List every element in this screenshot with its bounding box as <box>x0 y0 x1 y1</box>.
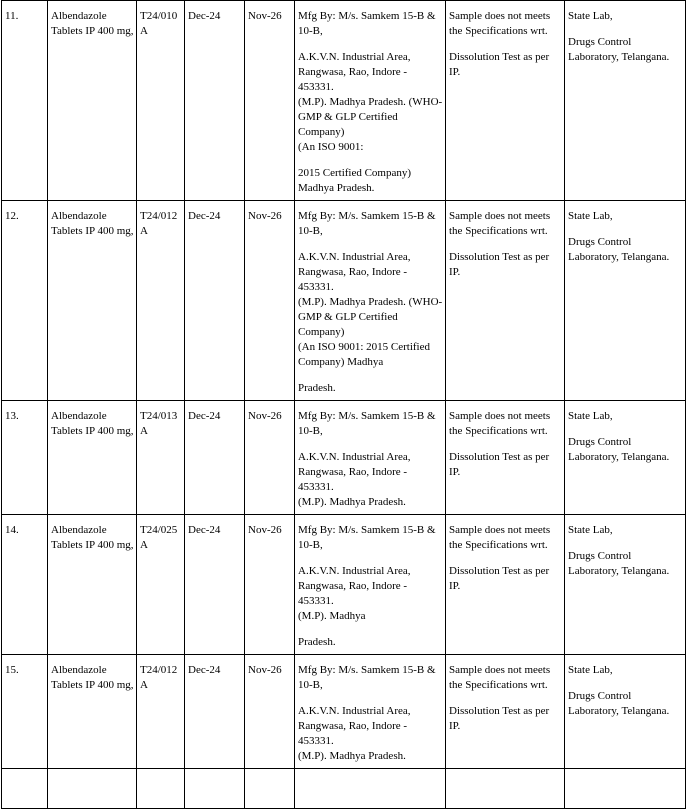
reason-cell <box>446 1 565 201</box>
batch-number-line: A <box>140 679 148 691</box>
reason-line: the Specifications wrt. <box>449 539 548 551</box>
exp-date-cell <box>245 769 295 809</box>
mfg-date: Dec-24 <box>188 524 221 536</box>
drug-name-line: Tablets IP 400 mg, <box>51 425 134 437</box>
manufacturer-line: Pradesh. <box>298 636 336 648</box>
mfg-date-cell <box>185 201 245 401</box>
manufacturer-paragraph <box>298 381 443 396</box>
manufacturer-line: Mfg By: M/s. Samkem 15-B & <box>298 524 436 536</box>
exp-date: Nov-26 <box>248 10 282 22</box>
serial-number-cell <box>2 769 48 809</box>
batch-number-line: A <box>140 425 148 437</box>
manufacturer-line: (M.P). Madhya Pradesh. <box>298 750 406 762</box>
manufacturer-line: Company) Madhya <box>298 356 384 368</box>
mfg-date: Dec-24 <box>188 10 221 22</box>
batch-number-cell <box>137 1 185 201</box>
reason-line: Sample does not meets <box>449 410 551 422</box>
manufacturer-line: 10-B, <box>298 679 323 691</box>
reason-line: the Specifications wrt. <box>449 225 548 237</box>
manufacturer-line: 10-B, <box>298 225 323 237</box>
lab-line: Laboratory, Telangana. <box>568 451 670 463</box>
exp-date: Nov-26 <box>248 524 282 536</box>
reason-paragraph <box>449 250 562 280</box>
batch-number-cell <box>137 655 185 769</box>
lab-line: State Lab, <box>568 210 613 222</box>
drug-name-line: Albendazole <box>51 10 107 22</box>
lab-cell <box>565 201 686 401</box>
table-body <box>2 1 686 809</box>
manufacturer-paragraph <box>298 409 443 439</box>
lab-paragraph <box>568 209 683 224</box>
manufacturer-line: A.K.V.N. Industrial Area, <box>298 565 411 577</box>
lab-paragraph <box>568 663 683 678</box>
mfg-date-cell <box>185 655 245 769</box>
manufacturer-line: 10-B, <box>298 539 323 551</box>
reason-paragraph <box>449 564 562 594</box>
reason-paragraph <box>449 209 562 239</box>
drug-name-line: Albendazole <box>51 210 107 222</box>
batch-number-line: A <box>140 539 148 551</box>
manufacturer-paragraph <box>298 450 443 510</box>
manufacturer-line: (An ISO 9001: 2015 Certified <box>298 341 430 353</box>
table-row <box>2 655 686 769</box>
lab-line: Drugs Control <box>568 690 632 702</box>
lab-paragraph <box>568 689 683 719</box>
lab-line: Laboratory, Telangana. <box>568 565 670 577</box>
reason-cell <box>446 655 565 769</box>
table-row <box>2 1 686 201</box>
reason-cell <box>446 201 565 401</box>
manufacturer-line: Pradesh. <box>298 382 336 394</box>
manufacturer-paragraph <box>298 9 443 39</box>
manufacturer-paragraph <box>298 250 443 370</box>
manufacturer-line: (M.P). Madhya Pradesh. (WHO- <box>298 296 443 308</box>
manufacturer-line: Rangwasa, Rao, Indore - 453331. <box>298 266 408 293</box>
manufacturer-paragraph <box>298 663 443 693</box>
drug-name-cell <box>48 515 137 655</box>
drug-alert-table <box>1 0 686 809</box>
batch-number-cell <box>137 769 185 809</box>
lab-line: Laboratory, Telangana. <box>568 251 670 263</box>
exp-date: Nov-26 <box>248 210 282 222</box>
drug-name-line: Albendazole <box>51 524 107 536</box>
serial-number-cell <box>2 1 48 201</box>
manufacturer-cell <box>295 769 446 809</box>
reason-paragraph <box>449 523 562 553</box>
manufacturer-line: (An ISO 9001: <box>298 141 364 153</box>
manufacturer-paragraph <box>298 166 443 196</box>
manufacturer-paragraph <box>298 523 443 553</box>
manufacturer-line: A.K.V.N. Industrial Area, <box>298 251 411 263</box>
lab-cell <box>565 655 686 769</box>
lab-line: Drugs Control <box>568 236 632 248</box>
manufacturer-line: (M.P). Madhya Pradesh. (WHO- <box>298 96 443 108</box>
reason-paragraph <box>449 450 562 480</box>
lab-paragraph <box>568 409 683 424</box>
lab-paragraph <box>568 35 683 65</box>
reason-line: Dissolution Test as per IP. <box>449 51 550 78</box>
exp-date-cell <box>245 515 295 655</box>
mfg-date-cell <box>185 401 245 515</box>
manufacturer-paragraph <box>298 704 443 764</box>
batch-number-line: T24/010 <box>140 10 178 22</box>
serial-number: 13. <box>5 410 19 422</box>
manufacturer-cell <box>295 401 446 515</box>
serial-number: 11. <box>5 10 19 22</box>
batch-number-cell <box>137 401 185 515</box>
manufacturer-line: 10-B, <box>298 25 323 37</box>
batch-number-line: A <box>140 225 148 237</box>
manufacturer-line: (M.P). Madhya <box>298 610 366 622</box>
drug-name-line: Tablets IP 400 mg, <box>51 679 134 691</box>
manufacturer-line: Mfg By: M/s. Samkem 15-B & <box>298 410 436 422</box>
table-row <box>2 201 686 401</box>
drug-name-line: Albendazole <box>51 664 107 676</box>
serial-number: 12. <box>5 210 19 222</box>
lab-cell <box>565 769 686 809</box>
drug-name-cell <box>48 769 137 809</box>
manufacturer-line: Mfg By: M/s. Samkem 15-B & <box>298 210 436 222</box>
lab-line: Laboratory, Telangana. <box>568 705 670 717</box>
lab-cell <box>565 1 686 201</box>
lab-paragraph <box>568 435 683 465</box>
reason-paragraph <box>449 409 562 439</box>
drug-name-line: Tablets IP 400 mg, <box>51 25 134 37</box>
lab-line: State Lab, <box>568 664 613 676</box>
reason-line: the Specifications wrt. <box>449 679 548 691</box>
reason-line: Sample does not meets <box>449 210 551 222</box>
reason-line: Dissolution Test as per IP. <box>449 451 550 478</box>
drug-name-line: Albendazole <box>51 410 107 422</box>
manufacturer-line: (M.P). Madhya Pradesh. <box>298 496 406 508</box>
batch-number-line: T24/025 <box>140 524 178 536</box>
manufacturer-line: A.K.V.N. Industrial Area, <box>298 451 411 463</box>
reason-line: the Specifications wrt. <box>449 25 548 37</box>
reason-paragraph <box>449 663 562 693</box>
reason-line: the Specifications wrt. <box>449 425 548 437</box>
exp-date-cell <box>245 655 295 769</box>
lab-line: State Lab, <box>568 10 613 22</box>
lab-line: Drugs Control <box>568 436 632 448</box>
serial-number-cell <box>2 201 48 401</box>
lab-line: Drugs Control <box>568 550 632 562</box>
mfg-date-cell <box>185 1 245 201</box>
batch-number-line: T24/012 <box>140 664 178 676</box>
exp-date-cell <box>245 201 295 401</box>
exp-date-cell <box>245 1 295 201</box>
lab-cell <box>565 515 686 655</box>
manufacturer-line: A.K.V.N. Industrial Area, <box>298 51 411 63</box>
manufacturer-cell <box>295 655 446 769</box>
mfg-date: Dec-24 <box>188 664 221 676</box>
manufacturer-line: GMP & GLP Certified Company) <box>298 111 398 138</box>
serial-number: 14. <box>5 524 19 536</box>
lab-line: State Lab, <box>568 524 613 536</box>
reason-line: Dissolution Test as per IP. <box>449 705 550 732</box>
manufacturer-paragraph <box>298 635 443 650</box>
lab-line: Drugs Control <box>568 36 632 48</box>
mfg-date: Dec-24 <box>188 410 221 422</box>
manufacturer-cell <box>295 515 446 655</box>
manufacturer-line: Rangwasa, Rao, Indore - 453331. <box>298 720 408 747</box>
lab-paragraph <box>568 549 683 579</box>
mfg-date-cell <box>185 515 245 655</box>
reason-cell <box>446 401 565 515</box>
lab-paragraph <box>568 235 683 265</box>
batch-number-cell <box>137 201 185 401</box>
reason-line: Dissolution Test as per IP. <box>449 565 550 592</box>
batch-number-line: T24/012 <box>140 210 178 222</box>
manufacturer-paragraph <box>298 564 443 624</box>
manufacturer-paragraph <box>298 50 443 155</box>
manufacturer-line: Rangwasa, Rao, Indore - 453331. <box>298 580 408 607</box>
manufacturer-line: 2015 Certified Company) <box>298 167 412 179</box>
drug-name-cell <box>48 1 137 201</box>
mfg-date: Dec-24 <box>188 210 221 222</box>
table-row <box>2 401 686 515</box>
batch-number-cell <box>137 515 185 655</box>
exp-date-cell <box>245 401 295 515</box>
reason-line: Sample does not meets <box>449 524 551 536</box>
manufacturer-cell <box>295 1 446 201</box>
reason-cell <box>446 515 565 655</box>
serial-number-cell <box>2 515 48 655</box>
reason-line: Sample does not meets <box>449 664 551 676</box>
reason-paragraph <box>449 50 562 80</box>
batch-number-line: T24/013 <box>140 410 178 422</box>
reason-cell <box>446 769 565 809</box>
lab-paragraph <box>568 9 683 24</box>
serial-number-cell <box>2 401 48 515</box>
manufacturer-line: GMP & GLP Certified Company) <box>298 311 398 338</box>
reason-paragraph <box>449 704 562 734</box>
lab-line: State Lab, <box>568 410 613 422</box>
drug-name-cell <box>48 655 137 769</box>
exp-date: Nov-26 <box>248 410 282 422</box>
manufacturer-line: Mfg By: M/s. Samkem 15-B & <box>298 664 436 676</box>
batch-number-line: A <box>140 25 148 37</box>
lab-line: Laboratory, Telangana. <box>568 51 670 63</box>
drug-name-line: Tablets IP 400 mg, <box>51 225 134 237</box>
drug-name-cell <box>48 201 137 401</box>
serial-number: 15. <box>5 664 19 676</box>
reason-paragraph <box>449 9 562 39</box>
manufacturer-paragraph <box>298 209 443 239</box>
manufacturer-line: A.K.V.N. Industrial Area, <box>298 705 411 717</box>
lab-cell <box>565 401 686 515</box>
serial-number-cell <box>2 655 48 769</box>
manufacturer-line: Mfg By: M/s. Samkem 15-B & <box>298 10 436 22</box>
table-row <box>2 769 686 809</box>
manufacturer-line: Madhya Pradesh. <box>298 182 375 194</box>
reason-line: Sample does not meets <box>449 10 551 22</box>
manufacturer-line: Rangwasa, Rao, Indore - 453331. <box>298 466 408 493</box>
drug-name-line: Tablets IP 400 mg, <box>51 539 134 551</box>
manufacturer-line: Rangwasa, Rao, Indore - 453331. <box>298 66 408 93</box>
reason-line: Dissolution Test as per IP. <box>449 251 550 278</box>
drug-name-cell <box>48 401 137 515</box>
mfg-date-cell <box>185 769 245 809</box>
exp-date: Nov-26 <box>248 664 282 676</box>
table-row <box>2 515 686 655</box>
manufacturer-line: 10-B, <box>298 425 323 437</box>
manufacturer-cell <box>295 201 446 401</box>
lab-paragraph <box>568 523 683 538</box>
